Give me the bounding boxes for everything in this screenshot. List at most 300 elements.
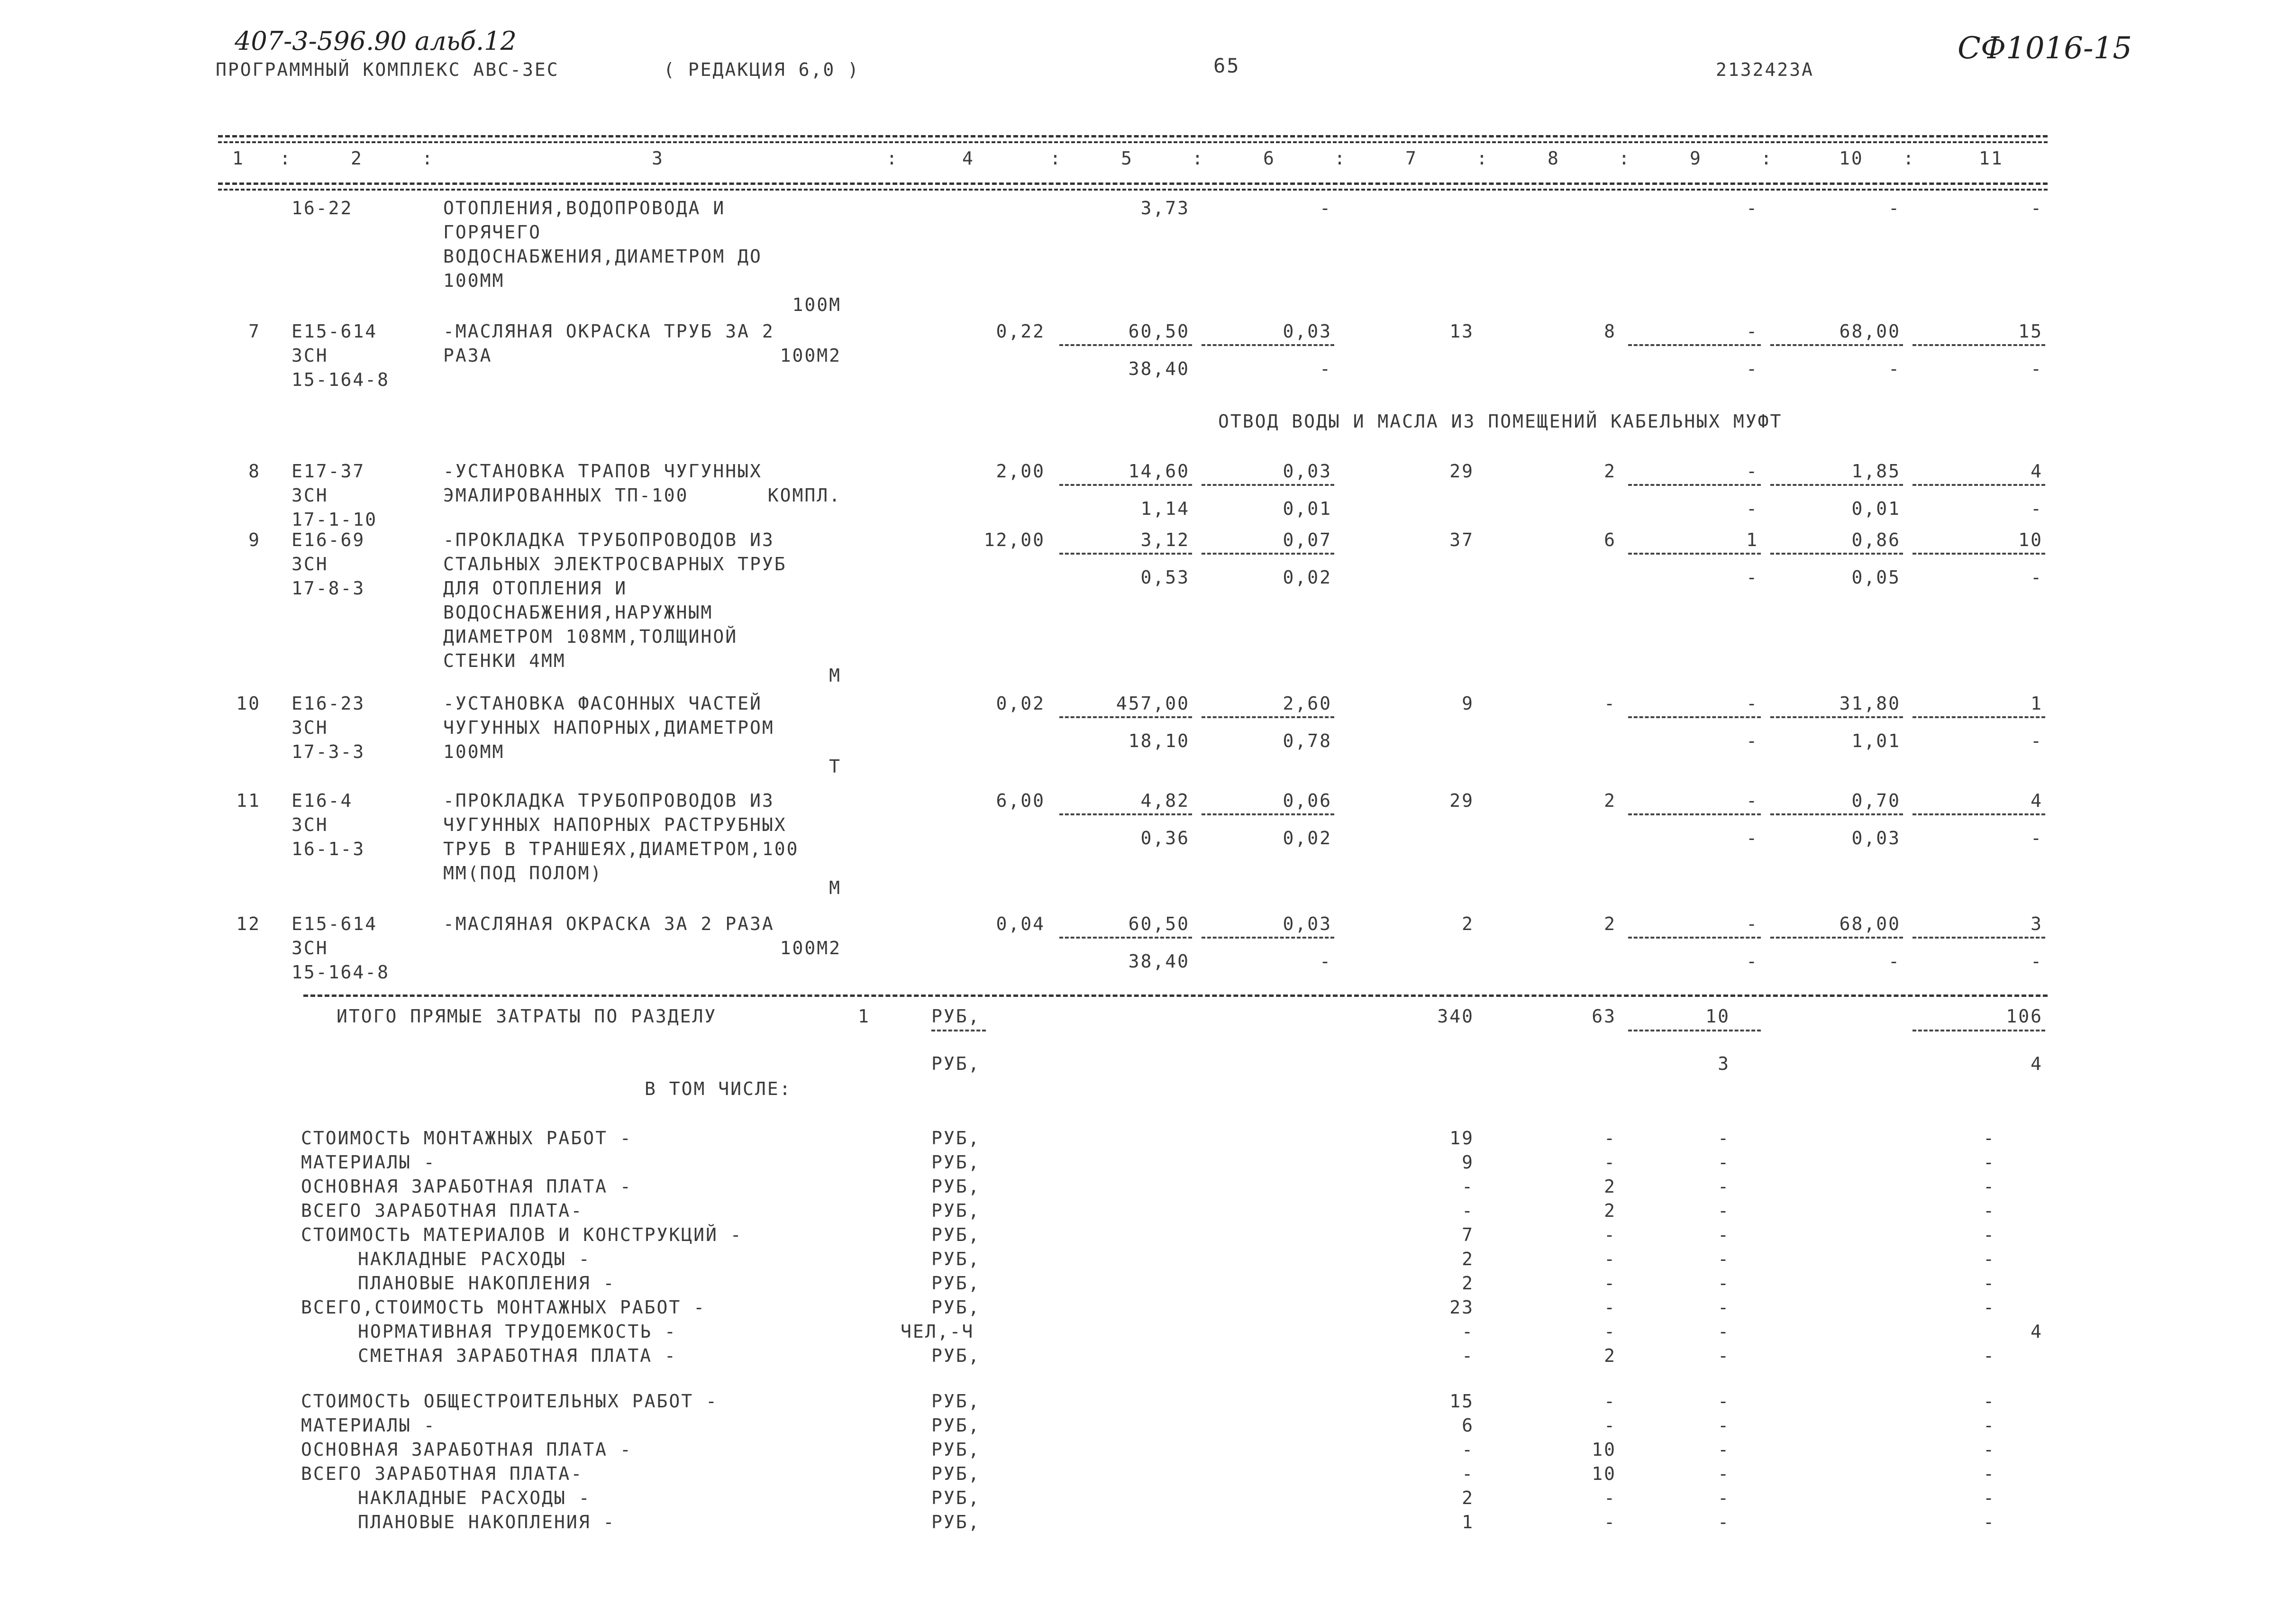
total-section-number: 1 xyxy=(858,1006,870,1027)
labor-total: 1 xyxy=(2031,693,2043,714)
unit-of-measure: 100М xyxy=(792,294,841,315)
summary-machine: - xyxy=(1718,1224,1730,1245)
summary-unit: РУБ, xyxy=(931,1224,981,1245)
machine-wage: - xyxy=(1746,358,1758,379)
column-separator: : xyxy=(1050,148,1062,169)
column-header-5: 5 xyxy=(1121,148,1133,169)
machine-cost: - xyxy=(1746,321,1758,342)
divider xyxy=(1770,553,1903,555)
unit-wage: 2,60 xyxy=(1283,693,1332,714)
summary-machine: - xyxy=(1718,1200,1730,1221)
summary-labor: - xyxy=(1983,1297,1995,1318)
summary-unit: РУБ, xyxy=(931,1512,981,1533)
summary-unit: РУБ, xyxy=(931,1200,981,1221)
labor-unit: 0,86 xyxy=(1851,529,1901,550)
quantity: 0,04 xyxy=(996,913,1045,934)
summary-wage: - xyxy=(1604,1415,1616,1436)
machine-wage: - xyxy=(1746,730,1758,751)
header-bottom-rule-2 xyxy=(218,189,2048,191)
machine-cost: - xyxy=(1746,790,1758,811)
divider xyxy=(1912,813,2045,815)
summary-machine: - xyxy=(1718,1463,1730,1484)
price-base: ЗСН xyxy=(291,485,328,506)
unit-cost: 60,50 xyxy=(1128,913,1190,934)
summary-labor: - xyxy=(1983,1345,1995,1366)
total-cost: 13 xyxy=(1449,321,1474,342)
summary-wage: - xyxy=(1604,1273,1616,1294)
summary-cost: - xyxy=(1462,1200,1474,1221)
labor-machine: 1,01 xyxy=(1851,730,1901,751)
work-description-line: -ПРОКЛАДКА ТРУБОПРОВОДОВ ИЗ xyxy=(443,529,774,550)
including-label: В ТОМ ЧИСЛЕ: xyxy=(645,1078,792,1099)
quantity: 0,22 xyxy=(996,321,1045,342)
summary-label: МАТЕРИАЛЫ - xyxy=(301,1415,436,1436)
summary-machine: - xyxy=(1718,1152,1730,1173)
summary-wage: - xyxy=(1604,1487,1616,1508)
price-base: ЗСН xyxy=(291,717,328,738)
divider xyxy=(1912,716,2045,718)
unit-wage-machine: 0,01 xyxy=(1283,498,1332,519)
price-code: 16-1-3 xyxy=(291,839,365,859)
divider xyxy=(1628,484,1761,486)
summary-wage: - xyxy=(1604,1391,1616,1412)
quantity: 12,00 xyxy=(984,529,1045,550)
unit-cost-wage: 38,40 xyxy=(1128,951,1190,972)
total-wage: - xyxy=(1604,693,1616,714)
summary-cost: 1 xyxy=(1462,1512,1474,1533)
divider xyxy=(1059,813,1192,815)
norm-code: Е15-614 xyxy=(291,913,378,934)
labor-total: 3 xyxy=(2031,913,2043,934)
edition: ( РЕДАКЦИЯ 6,0 ) xyxy=(664,59,860,80)
summary-labor: - xyxy=(1983,1391,1995,1412)
total-wage: 2 xyxy=(1604,790,1616,811)
total-label: ИТОГО ПРЯМЫЕ ЗАТРАТЫ ПО РАЗДЕЛУ xyxy=(337,1006,717,1027)
document-code: 213242ЗА xyxy=(1716,59,1814,80)
column-header-10: 10 xyxy=(1839,148,1864,169)
work-description-line: ММ(ПОД ПОЛОМ) xyxy=(443,863,603,884)
work-description-line: ЧУГУННЫХ НАПОРНЫХ РАСТРУБНЫХ xyxy=(443,814,787,835)
summary-label: ПЛАНОВЫЕ НАКОПЛЕНИЯ - xyxy=(358,1512,616,1533)
summary-unit: РУБ, xyxy=(931,1439,981,1460)
column-header-8: 8 xyxy=(1548,148,1560,169)
row-number: 10 xyxy=(236,693,261,714)
summary-unit: ЧЕЛ,-Ч xyxy=(901,1321,974,1342)
total-wage: 2 xyxy=(1604,913,1616,934)
summary-unit: РУБ, xyxy=(931,1249,981,1269)
top-rule xyxy=(218,135,2048,137)
column-header-7: 7 xyxy=(1405,148,1418,169)
price-code: 15-164-8 xyxy=(291,962,390,983)
summary-unit: РУБ, xyxy=(931,1152,981,1173)
divider xyxy=(1202,344,1334,346)
labor-unit: 68,00 xyxy=(1839,913,1901,934)
price-base: ЗСН xyxy=(291,554,328,575)
summary-cost: 23 xyxy=(1449,1297,1474,1318)
price-code: 15-164-8 xyxy=(291,369,390,390)
machine-wage: - xyxy=(1746,498,1758,519)
unit-of-measure: КОМПЛ. xyxy=(767,485,841,506)
summary-label: СМЕТНАЯ ЗАРАБОТНАЯ ПЛАТА - xyxy=(358,1345,677,1366)
quantity: 0,02 xyxy=(996,693,1045,714)
unit-cost: 4,82 xyxy=(1140,790,1190,811)
divider xyxy=(1770,716,1903,718)
summary-label: ОСНОВНАЯ ЗАРАБОТНАЯ ПЛАТА - xyxy=(301,1176,632,1197)
unit-cost-wage: 38,40 xyxy=(1128,358,1190,379)
summary-machine: - xyxy=(1718,1297,1730,1318)
labor-unit: 1,85 xyxy=(1851,461,1901,482)
work-description-line: СТАЛЬНЫХ ЭЛЕКТРОСВАРНЫХ ТРУБ xyxy=(443,554,787,575)
unit-of-measure: М xyxy=(829,877,841,898)
summary-cost: 2 xyxy=(1462,1487,1474,1508)
column-separator: : xyxy=(1761,148,1773,169)
total-wage: 6 xyxy=(1604,529,1616,550)
summary-unit: РУБ, xyxy=(931,1345,981,1366)
summary-label: ПЛАНОВЫЕ НАКОПЛЕНИЯ - xyxy=(358,1273,616,1294)
total-wage: 2 xyxy=(1604,461,1616,482)
row-number: 7 xyxy=(248,321,261,342)
work-description-line: СТЕНКИ 4ММ xyxy=(443,650,566,671)
labor-machine: - xyxy=(1888,358,1901,379)
summary-wage: 2 xyxy=(1604,1176,1616,1197)
total-unit-2: РУБ, xyxy=(931,1053,981,1074)
machine-cost: - xyxy=(1746,913,1758,934)
quantity: 2,00 xyxy=(996,461,1045,482)
summary-cost: 19 xyxy=(1449,1128,1474,1149)
total-labor-value: 106 xyxy=(2006,1006,2043,1027)
machine-cost: - xyxy=(1746,693,1758,714)
summary-labor: - xyxy=(1983,1176,1995,1197)
divider xyxy=(1202,813,1334,815)
labor-machine-total: - xyxy=(2031,951,2043,972)
summary-wage: - xyxy=(1604,1249,1616,1269)
summary-label: СТОИМОСТЬ ОБЩЕСТРОИТЕЛЬНЫХ РАБОТ - xyxy=(301,1391,718,1412)
divider xyxy=(1628,937,1761,939)
norm-code: Е16-23 xyxy=(291,693,365,714)
work-description-line: ВОДОСНАБЖЕНИЯ,ДИАМЕТРОМ ДО xyxy=(443,246,762,267)
divider xyxy=(1912,484,2045,486)
summary-machine: - xyxy=(1718,1249,1730,1269)
top-rule-2 xyxy=(218,141,2048,143)
summary-unit: РУБ, xyxy=(931,1391,981,1412)
summary-labor: - xyxy=(1983,1512,1995,1533)
summary-label: НАКЛАДНЫЕ РАСХОДЫ - xyxy=(358,1487,591,1508)
summary-cost: 9 xyxy=(1462,1152,1474,1173)
row-number: 11 xyxy=(236,790,261,811)
column-separator: : xyxy=(1619,148,1631,169)
summary-labor: 4 xyxy=(2031,1321,2043,1342)
header-bottom-rule xyxy=(218,182,2048,185)
divider xyxy=(1202,716,1334,718)
work-description-line: ДИАМЕТРОМ 108ММ,ТОЛЩИНОЙ xyxy=(443,626,738,647)
price-base: ЗСН xyxy=(291,345,328,366)
machine-wage: - xyxy=(1746,951,1758,972)
unit-cost: 457,00 xyxy=(1116,693,1190,714)
summary-label: СТОИМОСТЬ МОНТАЖНЫХ РАБОТ - xyxy=(301,1128,632,1149)
divider xyxy=(1059,937,1192,939)
labor-total: - xyxy=(2031,198,2043,219)
divider xyxy=(1059,484,1192,486)
total-machine-wage-value: 3 xyxy=(1718,1053,1730,1074)
unit-wage: 0,03 xyxy=(1283,321,1332,342)
divider xyxy=(1628,813,1761,815)
work-description-line: -МАСЛЯНАЯ ОКРАСКА ЗА 2 РАЗА xyxy=(443,913,774,934)
unit-cost-wage: 0,53 xyxy=(1140,567,1190,588)
unit-wage-machine: 0,02 xyxy=(1283,828,1332,848)
summary-wage: 2 xyxy=(1604,1200,1616,1221)
price-base: ЗСН xyxy=(291,814,328,835)
unit-wage: 0,06 xyxy=(1283,790,1332,811)
unit-wage-machine: - xyxy=(1320,358,1332,379)
summary-machine: - xyxy=(1718,1128,1730,1149)
work-description-line: -ПРОКЛАДКА ТРУБОПРОВОДОВ ИЗ xyxy=(443,790,774,811)
total-unit-1: РУБ, xyxy=(931,1006,981,1027)
unit-of-measure: 100М2 xyxy=(780,345,841,366)
divider xyxy=(1912,1030,2045,1031)
unit-of-measure: 100М2 xyxy=(780,938,841,958)
column-separator: : xyxy=(1476,148,1489,169)
work-description-line: 100ММ xyxy=(443,270,505,291)
summary-wage: 10 xyxy=(1592,1463,1616,1484)
quantity: 6,00 xyxy=(996,790,1045,811)
labor-machine-total: - xyxy=(2031,828,2043,848)
summary-labor: - xyxy=(1983,1487,1995,1508)
summary-labor: - xyxy=(1983,1463,1995,1484)
work-description-line: ЧУГУННЫХ НАПОРНЫХ,ДИАМЕТРОМ xyxy=(443,717,774,738)
divider xyxy=(1202,937,1334,939)
labor-unit: 31,80 xyxy=(1839,693,1901,714)
summary-wage: 10 xyxy=(1592,1439,1616,1460)
summary-labor: - xyxy=(1983,1128,1995,1149)
labor-machine-total: - xyxy=(2031,498,2043,519)
summary-label: ВСЕГО ЗАРАБОТНАЯ ПЛАТА- xyxy=(301,1200,583,1221)
summary-wage: - xyxy=(1604,1128,1616,1149)
total-cost: 29 xyxy=(1449,461,1474,482)
summary-machine: - xyxy=(1718,1321,1730,1342)
summary-cost: - xyxy=(1462,1463,1474,1484)
machine-cost: - xyxy=(1746,198,1758,219)
summary-cost: 2 xyxy=(1462,1273,1474,1294)
unit-wage: - xyxy=(1320,198,1332,219)
divider xyxy=(1912,344,2045,346)
summary-wage: - xyxy=(1604,1152,1616,1173)
summary-labor: - xyxy=(1983,1249,1995,1269)
unit-of-measure: Т xyxy=(829,756,841,777)
summary-label: ВСЕГО ЗАРАБОТНАЯ ПЛАТА- xyxy=(301,1463,583,1484)
summary-label: МАТЕРИАЛЫ - xyxy=(301,1152,436,1173)
summary-cost: 6 xyxy=(1462,1415,1474,1436)
work-description-line: ВОДОСНАБЖЕНИЯ,НАРУЖНЫМ xyxy=(443,602,713,623)
summary-wage: - xyxy=(1604,1297,1616,1318)
unit-cost-wage: 0,36 xyxy=(1140,828,1190,848)
work-description-line: 100ММ xyxy=(443,741,505,762)
labor-total: 4 xyxy=(2031,461,2043,482)
column-header-3: 3 xyxy=(652,148,664,169)
row-number: 12 xyxy=(236,913,261,934)
summary-unit: РУБ, xyxy=(931,1463,981,1484)
column-header-1: 1 xyxy=(232,148,245,169)
column-separator: : xyxy=(1903,148,1915,169)
unit-wage-machine: - xyxy=(1320,951,1332,972)
summary-machine: - xyxy=(1718,1415,1730,1436)
summary-label: СТОИМОСТЬ МАТЕРИАЛОВ И КОНСТРУКЦИЙ - xyxy=(301,1224,743,1245)
price-code: 17-1-10 xyxy=(291,509,378,530)
total-cost: 37 xyxy=(1449,529,1474,550)
summary-cost: 7 xyxy=(1462,1224,1474,1245)
unit-wage: 0,03 xyxy=(1283,461,1332,482)
total-labor-machine-value: 4 xyxy=(2031,1053,2043,1074)
divider xyxy=(1912,553,2045,555)
divider xyxy=(1628,553,1761,555)
labor-machine-total: - xyxy=(2031,358,2043,379)
summary-machine: - xyxy=(1718,1512,1730,1533)
divider xyxy=(1770,484,1903,486)
column-separator: : xyxy=(280,148,292,169)
unit-wage-machine: 0,02 xyxy=(1283,567,1332,588)
column-header-11: 11 xyxy=(1979,148,2004,169)
divider xyxy=(1628,344,1761,346)
handwritten-code: СФ1016-15 xyxy=(1958,31,2132,66)
summary-machine: - xyxy=(1718,1345,1730,1366)
divider xyxy=(1912,937,2045,939)
summary-wage: 2 xyxy=(1604,1345,1616,1366)
work-description-line: ДЛЯ ОТОПЛЕНИЯ И xyxy=(443,578,628,599)
summary-machine: - xyxy=(1718,1391,1730,1412)
labor-machine: 0,05 xyxy=(1851,567,1901,588)
price-code: 17-8-3 xyxy=(291,578,365,599)
summary-cost: - xyxy=(1462,1439,1474,1460)
divider xyxy=(1202,553,1334,555)
divider xyxy=(1059,344,1192,346)
program-line: ПРОГРАММНЫЙ КОМПЛЕКС АВС-ЗЕС xyxy=(216,59,559,80)
labor-machine-total: - xyxy=(2031,730,2043,751)
summary-cost: 15 xyxy=(1449,1391,1474,1412)
summary-labor: - xyxy=(1983,1152,1995,1173)
total-machine-value: 10 xyxy=(1705,1006,1730,1027)
column-separator: : xyxy=(1334,148,1347,169)
work-description-line: -УСТАНОВКА ФАСОННЫХ ЧАСТЕЙ xyxy=(443,693,762,714)
labor-machine-total: - xyxy=(2031,567,2043,588)
summary-labor: - xyxy=(1983,1415,1995,1436)
work-description-line: ТРУБ В ТРАНШЕЯХ,ДИАМЕТРОМ,100 xyxy=(443,839,799,859)
divider xyxy=(1628,716,1761,718)
summary-cost: 2 xyxy=(1462,1249,1474,1269)
norm-code: 16-22 xyxy=(291,198,353,219)
total-wage: 8 xyxy=(1604,321,1616,342)
unit-cost: 3,12 xyxy=(1140,529,1190,550)
total-cost: 29 xyxy=(1449,790,1474,811)
unit-of-measure: М xyxy=(829,665,841,686)
divider xyxy=(1770,937,1903,939)
work-description-line: РАЗА xyxy=(443,345,492,366)
unit-cost-wage: 18,10 xyxy=(1128,730,1190,751)
summary-label: НОРМАТИВНАЯ ТРУДОЕМКОСТЬ - xyxy=(358,1321,677,1342)
divider xyxy=(1770,344,1903,346)
machine-cost: 1 xyxy=(1746,529,1758,550)
column-separator: : xyxy=(422,148,434,169)
unit-cost: 3,73 xyxy=(1140,198,1190,219)
summary-unit: РУБ, xyxy=(931,1273,981,1294)
price-code: 17-3-3 xyxy=(291,741,365,762)
summary-labor: - xyxy=(1983,1273,1995,1294)
summary-labor: - xyxy=(1983,1439,1995,1460)
summary-machine: - xyxy=(1718,1273,1730,1294)
unit-wage: 0,03 xyxy=(1283,913,1332,934)
labor-machine: 0,01 xyxy=(1851,498,1901,519)
summary-cost: - xyxy=(1462,1321,1474,1342)
column-header-9: 9 xyxy=(1690,148,1702,169)
divider xyxy=(1059,716,1192,718)
summary-label: ОСНОВНАЯ ЗАРАБОТНАЯ ПЛАТА - xyxy=(301,1439,632,1460)
labor-unit: 0,70 xyxy=(1851,790,1901,811)
labor-total: 4 xyxy=(2031,790,2043,811)
machine-wage: - xyxy=(1746,567,1758,588)
row-number: 8 xyxy=(248,461,261,482)
divider xyxy=(1770,813,1903,815)
work-description-line: ЭМАЛИРОВАННЫХ ТП-100 xyxy=(443,485,689,506)
column-header-2: 2 xyxy=(351,148,363,169)
labor-unit: 68,00 xyxy=(1839,321,1901,342)
summary-wage: - xyxy=(1604,1321,1616,1342)
total-wage-value: 63 xyxy=(1592,1006,1616,1027)
total-cost-value: 340 xyxy=(1437,1006,1474,1027)
work-description-line: -УСТАНОВКА ТРАПОВ ЧУГУННЫХ xyxy=(443,461,762,482)
norm-code: Е16-4 xyxy=(291,790,353,811)
unit-cost-wage: 1,14 xyxy=(1140,498,1190,519)
unit-cost: 60,50 xyxy=(1128,321,1190,342)
norm-code: Е16-69 xyxy=(291,529,365,550)
labor-total: 15 xyxy=(2018,321,2043,342)
summary-labor: - xyxy=(1983,1200,1995,1221)
column-header-4: 4 xyxy=(962,148,974,169)
machine-cost: - xyxy=(1746,461,1758,482)
summary-wage: - xyxy=(1604,1512,1616,1533)
total-cost: 9 xyxy=(1462,693,1474,714)
unit-wage-machine: 0,78 xyxy=(1283,730,1332,751)
summary-unit: РУБ, xyxy=(931,1297,981,1318)
divider xyxy=(931,1030,986,1031)
labor-machine: - xyxy=(1888,951,1901,972)
price-base: ЗСН xyxy=(291,938,328,958)
work-description-line: ОТОПЛЕНИЯ,ВОДОПРОВОДА И xyxy=(443,198,726,219)
summary-wage: - xyxy=(1604,1224,1616,1245)
summary-unit: РУБ, xyxy=(931,1487,981,1508)
norm-code: Е17-37 xyxy=(291,461,365,482)
summary-machine: - xyxy=(1718,1487,1730,1508)
column-separator: : xyxy=(886,148,899,169)
labor-unit: - xyxy=(1888,198,1901,219)
column-separator: : xyxy=(1192,148,1204,169)
work-description-line: -МАСЛЯНАЯ ОКРАСКА ТРУБ ЗА 2 xyxy=(443,321,774,342)
divider xyxy=(1202,484,1334,486)
summary-cost: - xyxy=(1462,1345,1474,1366)
page-number: 65 xyxy=(1213,54,1240,77)
summary-machine: - xyxy=(1718,1176,1730,1197)
summary-cost: - xyxy=(1462,1176,1474,1197)
divider xyxy=(1059,553,1192,555)
unit-cost: 14,60 xyxy=(1128,461,1190,482)
total-top-rule xyxy=(303,994,2048,997)
work-description-line: ГОРЯЧЕГО xyxy=(443,222,542,243)
labor-total: 10 xyxy=(2018,529,2043,550)
summary-label: НАКЛАДНЫЕ РАСХОДЫ - xyxy=(358,1249,591,1269)
summary-label: ВСЕГО,СТОИМОСТЬ МОНТАЖНЫХ РАБОТ - xyxy=(301,1297,706,1318)
machine-wage: - xyxy=(1746,828,1758,848)
summary-labor: - xyxy=(1983,1224,1995,1245)
divider xyxy=(1628,1030,1761,1031)
summary-machine: - xyxy=(1718,1439,1730,1460)
unit-wage: 0,07 xyxy=(1283,529,1332,550)
